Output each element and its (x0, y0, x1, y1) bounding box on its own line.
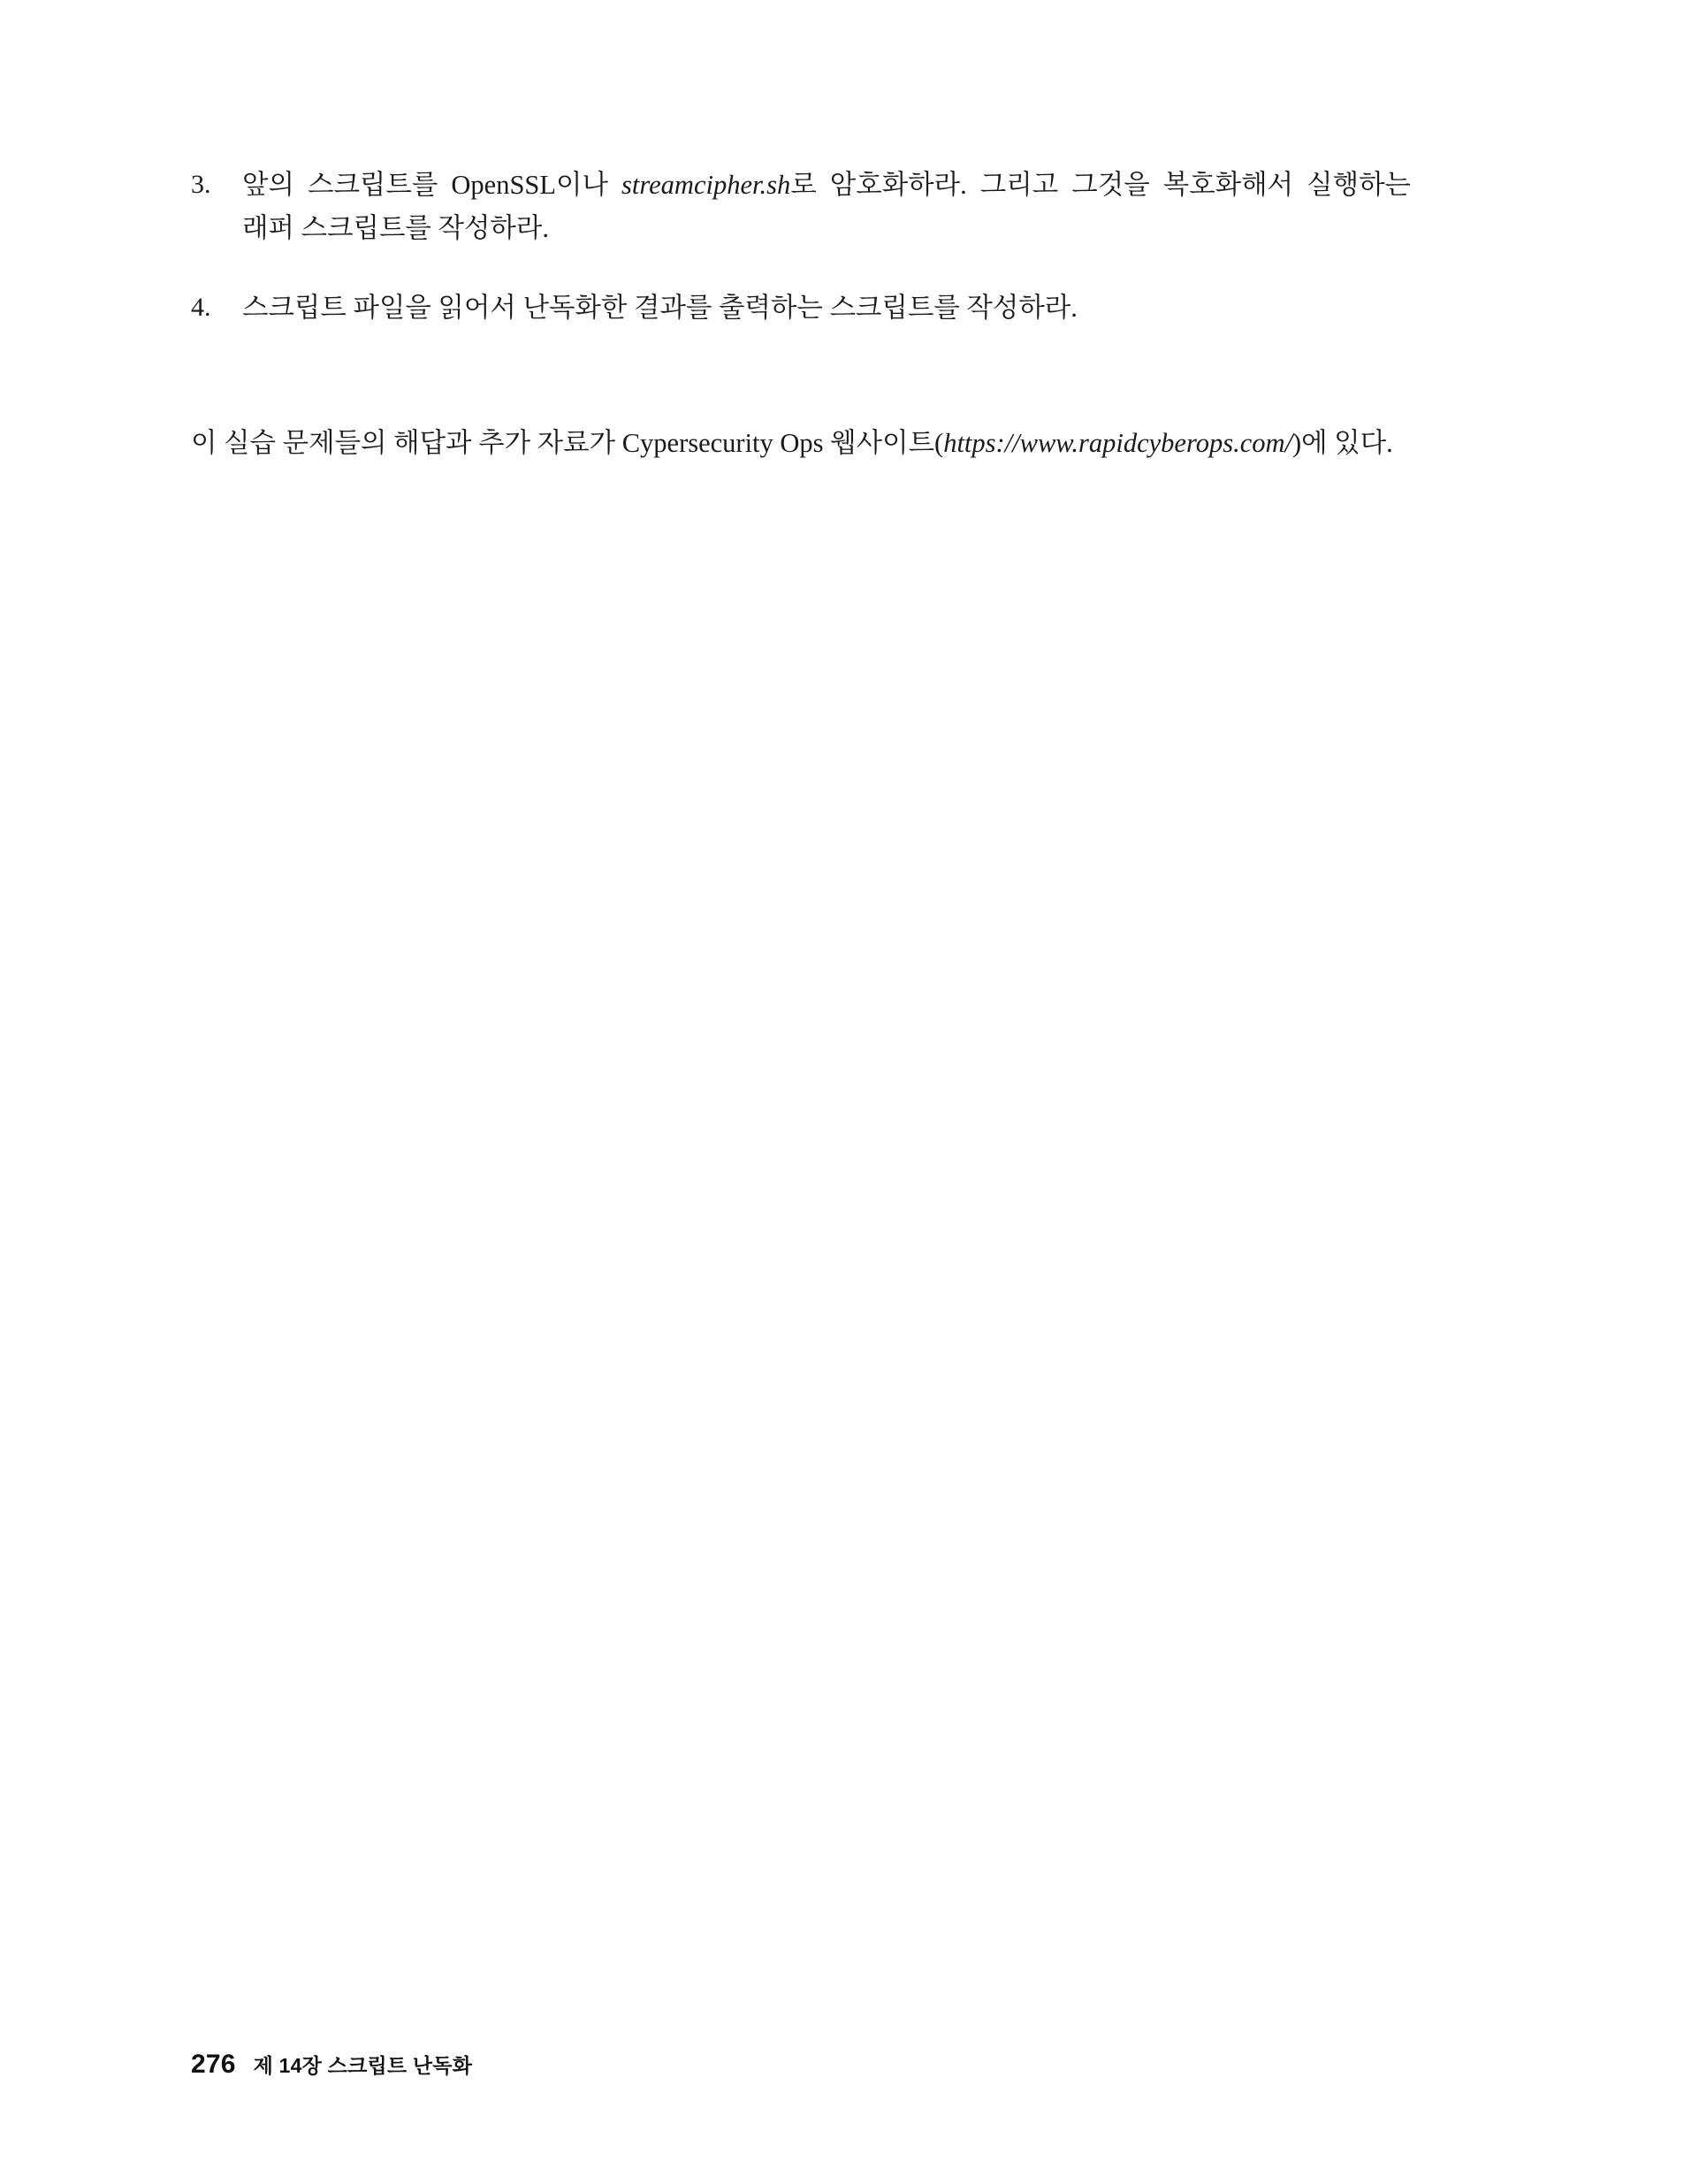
closing-text-before: 이 실습 문제들의 해답과 추가 자료가 Cypersecurity Ops 웹사이트( (191, 428, 944, 459)
exercise-list (191, 164, 1411, 330)
list-item-text (242, 286, 1411, 330)
closing-paragraph (191, 420, 1411, 466)
list-item-text-after: 로 암호화하라. 그리고 그것을 복호화해서 실행하는 래퍼 스크립트를 작성하라. (242, 170, 1411, 244)
list-item-text (242, 164, 1411, 251)
closing-text-after: )에 있다. (1291, 428, 1393, 459)
website-url: https://www.rapidcyberops.com/ (943, 428, 1292, 459)
list-item-number: 4. (191, 292, 211, 322)
list-item (191, 286, 1411, 330)
list-item-text-italic: streamcipher.sh (621, 170, 791, 200)
list-item-text-before: 스크립트 파일을 읽어서 난독화한 결과를 출력하는 스크립트를 작성하라. (242, 292, 1078, 323)
list-item (191, 164, 1411, 251)
paragraph-spacer (191, 365, 1411, 420)
page-number: 276 (191, 2050, 236, 2079)
list-item-number: 3. (191, 170, 211, 199)
page-content (191, 164, 1411, 467)
list-item-text-before: 앞의 스크립트를 OpenSSL이나 (242, 170, 622, 200)
page-footer (191, 2050, 472, 2080)
running-head: 제 14장 스크립트 난독화 (253, 2054, 473, 2077)
